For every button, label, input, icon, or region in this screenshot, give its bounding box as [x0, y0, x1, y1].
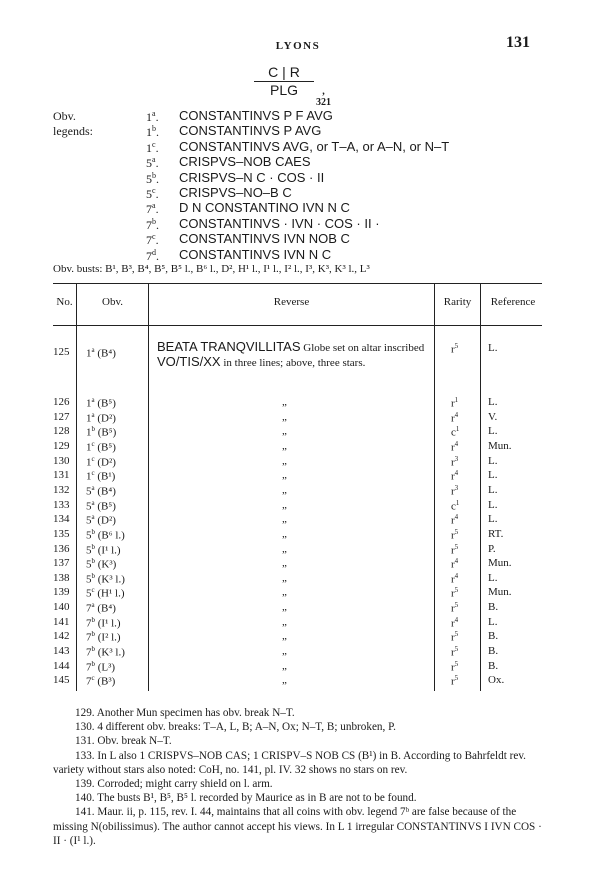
- row-reference: Mun.: [488, 586, 512, 599]
- row-obverse: 7$^b$ (I² l.): [86, 630, 121, 645]
- table-row: [53, 469, 542, 483]
- row-reference: B.: [488, 659, 499, 672]
- row-obverse: 5$^c$ (H¹ l.): [86, 586, 125, 601]
- footnote: 130. 4 different obv. breaks: T–A, L, B; A–N, Ox; N–T, B; unbroken, P.: [75, 721, 396, 734]
- legend-key: 1$^a$.: [146, 109, 159, 124]
- row-rarity: $r^5$: [451, 586, 459, 601]
- running-header: LYONS: [275, 40, 321, 52]
- row-number: 138: [53, 571, 70, 584]
- row-number: 128: [53, 425, 70, 438]
- row-obverse: 1$^c$ (B⁵): [86, 439, 116, 454]
- row-reference: L.: [488, 396, 498, 408]
- header-reverse: Reverse: [273, 296, 310, 308]
- row-reverse-ditto: „: [282, 469, 287, 482]
- row-obverse: 5$^b$ (K³ l.): [86, 571, 125, 586]
- row-reverse-ditto: „: [282, 571, 287, 584]
- table-row: [53, 674, 542, 688]
- row-obverse: 7$^b$ (K³ l.): [86, 645, 125, 659]
- row-rarity: $r^5$: [451, 630, 459, 645]
- legend-key: 1$^b$.: [146, 124, 159, 140]
- obverse-busts: Obv. busts: B¹, B³, B⁴, B⁵, B⁵ l., B⁶ l., D², H¹ l., I¹ l., I² l., I³, K³, K³ l., L³: [53, 263, 370, 275]
- row-obverse: 5$^b$ (K³): [86, 557, 117, 571]
- row-reverse-ditto: „: [282, 615, 287, 628]
- legend-text: CRISPVS–NO–B C: [179, 184, 292, 200]
- table-row: [53, 484, 542, 498]
- row-reverse-ditto: „: [282, 659, 287, 672]
- row-number: 136: [53, 542, 70, 555]
- legend-text: CONSTANTINVS IVN NOB C: [179, 231, 350, 247]
- row-number: 139: [53, 586, 70, 599]
- page-number: 131: [506, 34, 530, 51]
- row-rarity: $r^4$: [451, 571, 459, 586]
- header-no: No.: [56, 296, 73, 308]
- legend-text: D N CONSTANTINO IVN N C: [179, 200, 350, 216]
- row-obverse: 1$^b$ (B⁵): [86, 425, 117, 439]
- row-obverse: 1$^a$ (B⁴): [86, 346, 116, 360]
- row-number: 134: [53, 513, 70, 526]
- legend-text: CRISPVS–N C · COS · II: [179, 169, 325, 185]
- table-header-rule: [53, 325, 542, 326]
- row-reverse-ditto: „: [282, 498, 287, 511]
- row-reverse-ditto: „: [282, 454, 287, 467]
- row-number: 143: [53, 645, 70, 658]
- row-reference: L.: [488, 571, 498, 584]
- row-rarity: $r^5$: [451, 674, 459, 688]
- table-row: [53, 396, 542, 410]
- row-reverse-ditto: „: [282, 396, 287, 408]
- row-rarity: $r^5$: [451, 601, 459, 615]
- row-reverse-ditto: „: [282, 410, 287, 423]
- table-row: [53, 440, 542, 454]
- header-rarity: Rarity: [443, 296, 472, 308]
- mint-mark-bottom: PLG: [269, 82, 298, 98]
- legend-key: 7$^a$.: [146, 201, 159, 217]
- row-obverse: 1$^a$ (D²): [86, 410, 116, 425]
- table-row: [53, 455, 542, 469]
- row-reverse-ditto: „: [282, 527, 287, 540]
- row-number: 135: [53, 527, 70, 540]
- row-obverse: 7$^b$ (I¹ l.): [86, 615, 121, 630]
- legend-text: CONSTANTINVS AVG, or T–A, or A–N, or N–T: [179, 138, 450, 154]
- row-reference: B.: [488, 601, 499, 614]
- row-obverse: 7$^a$ (B⁴): [86, 601, 116, 615]
- row-number: 142: [53, 630, 70, 643]
- header-obv: Obv.: [102, 296, 123, 308]
- row-reference: L.: [488, 498, 498, 511]
- row-rarity: $r^1$: [451, 396, 459, 410]
- row-rarity: $r^5$: [451, 527, 459, 542]
- row-reference: L.: [488, 513, 498, 526]
- row-obverse: 1$^c$ (B¹): [86, 469, 116, 483]
- mint-date: , 321: [316, 86, 331, 108]
- mint-mark: [254, 64, 331, 108]
- row-number: 137: [53, 557, 70, 570]
- table-row: [53, 425, 542, 439]
- row-obverse: 5$^b$ (I¹ l.): [86, 542, 121, 557]
- row-reference: B.: [488, 630, 499, 643]
- row-reference: L.: [488, 483, 498, 496]
- row-rarity: $r^4$: [451, 615, 459, 630]
- table-row: [53, 411, 542, 425]
- row-rarity: $r^5$: [451, 659, 459, 674]
- row-rarity: $r^4$: [451, 410, 459, 425]
- row-obverse: 7$^b$ (L³): [86, 659, 116, 674]
- footnote: 141. Maur. ii, p. 115, rev. I. 44, maintains that all coins with obv. legend 7ᵇ are false because of the missing N(obilissimus). The author cannot accept his views. In L 1 irregular CONSTANTINVS I IVN COS · II · (I¹ l.).: [53, 806, 542, 847]
- legend-key: 1$^c$.: [146, 139, 159, 155]
- row-number: 133: [53, 498, 70, 511]
- row-reverse-ditto: „: [282, 586, 287, 599]
- table-row: [53, 660, 542, 674]
- footnote: 129. Another Mun specimen has obv. break N–T.: [75, 707, 295, 719]
- legend-text: CONSTANTINVS · IVN · COS · II ·: [179, 215, 380, 231]
- table-row: [53, 557, 542, 571]
- row-number: 141: [53, 615, 70, 628]
- row-reverse-ditto: „: [282, 542, 287, 555]
- row-obverse: 5$^a$ (B⁴): [86, 483, 116, 498]
- row-number: 131: [53, 469, 70, 482]
- row-reverse-ditto: „: [282, 513, 287, 526]
- legend-key: 7$^c$.: [146, 232, 159, 248]
- table-row: [53, 601, 542, 615]
- legend-key: 7$^b$.: [146, 216, 159, 232]
- row-reverse-ditto: „: [282, 557, 287, 570]
- mint-mark-top: C | R: [254, 64, 314, 82]
- row-reference: Mun.: [488, 557, 512, 570]
- row-reference: Mun.: [488, 439, 512, 452]
- header-reference: Reference: [490, 296, 536, 308]
- row-reverse-ditto: „: [282, 674, 287, 687]
- row-reference: L.: [488, 342, 498, 354]
- legend-text: CONSTANTINVS P F AVG: [179, 108, 333, 123]
- row-rarity: $c^1$: [451, 425, 460, 439]
- table-row: [53, 513, 542, 527]
- footnote: 133. In L also 1 CRISPVS–NOB CAS; 1 CRISPV–S NOB CS (B¹) in B. According to Bahrfeldt rev. variety without stars also noted: CoH, no. 141, pl. IV. 32 shows no stars on rev.: [53, 749, 526, 776]
- table-row: [53, 528, 542, 542]
- legend-key: 5$^c$.: [146, 185, 159, 201]
- row-rarity: $r^3$: [451, 454, 459, 469]
- row-reference: L.: [488, 454, 498, 467]
- row-reverse-ditto: „: [282, 601, 287, 614]
- legend-text: CRISPVS–NOB CAES: [179, 154, 311, 170]
- row-reverse-description: BEATA TRANQVILLITAS Globe set on altar inscribed VO/TIS/XX in three lines; above, three stars.: [157, 339, 425, 369]
- row-number: 145: [53, 674, 70, 687]
- row-reference: L.: [488, 425, 498, 438]
- row-reverse-ditto: „: [282, 439, 287, 452]
- row-reference: Ox.: [488, 674, 505, 687]
- table-row: [53, 645, 542, 659]
- row-reverse-ditto: „: [282, 483, 287, 496]
- row-reverse-ditto: „: [282, 630, 287, 643]
- row-reference: V.: [488, 410, 498, 423]
- table-row: [53, 616, 542, 630]
- legend-key: 5$^b$.: [146, 170, 159, 186]
- row-rarity: $r^5$: [451, 645, 459, 659]
- legend-key: 7$^d$.: [146, 247, 159, 263]
- row-number: 130: [53, 454, 70, 467]
- row-reference: B.: [488, 645, 499, 658]
- row-reference: RT.: [488, 527, 504, 540]
- footnote: 131. Obv. break N–T.: [75, 735, 172, 748]
- row-number: 144: [53, 659, 70, 672]
- row-obverse: 7$^c$ (B³): [86, 674, 116, 688]
- footnotes: [53, 706, 545, 848]
- row-number: 132: [53, 483, 70, 496]
- row-reverse-ditto: „: [282, 645, 287, 658]
- row-rarity: $r^4$: [451, 469, 459, 483]
- row-reference: L.: [488, 469, 498, 482]
- row-obverse: 5$^a$ (B⁵): [86, 498, 116, 513]
- row-number: 127: [53, 410, 70, 423]
- row-number: 129: [53, 439, 70, 452]
- row-rarity: $r^5$: [451, 542, 459, 557]
- row-reference: L.: [488, 615, 498, 628]
- row-rarity: $r^4$: [451, 439, 459, 454]
- table-row: [53, 630, 542, 644]
- legend-text: CONSTANTINVS P AVG: [179, 123, 322, 139]
- row-reference: P.: [488, 542, 496, 555]
- footnote: 140. The busts B¹, B⁵, B⁵ l. recorded by Maurice as in B are not to be found.: [75, 792, 417, 805]
- row-reverse-ditto: „: [282, 425, 287, 438]
- table-row: [53, 543, 542, 557]
- row-obverse: 5$^b$ (B⁶ l.): [86, 527, 125, 542]
- legend-key: 5$^a$.: [146, 155, 159, 171]
- row-rarity: $r^5$: [451, 342, 459, 356]
- table-row: [53, 572, 542, 586]
- row-number: 126: [53, 396, 70, 408]
- table-row: [53, 499, 542, 513]
- row-rarity: $r^4$: [451, 557, 459, 571]
- row-rarity: $r^3$: [451, 483, 459, 498]
- footnote: 139. Corroded; might carry shield on l. arm.: [75, 778, 273, 791]
- table-top-rule: [53, 283, 542, 284]
- legend-text: CONSTANTINVS IVN N C: [179, 246, 332, 262]
- row-obverse: 5$^a$ (D²): [86, 513, 116, 527]
- row-obverse: 1$^c$ (D²): [86, 454, 116, 469]
- row-number: 125: [53, 346, 70, 358]
- row-number: 140: [53, 601, 70, 614]
- obverse-legends-label: Obv. legends:: [53, 109, 93, 138]
- row-obverse: 1$^a$ (B⁵): [86, 396, 116, 410]
- row-rarity: $c^1$: [451, 498, 460, 513]
- table-row: [53, 586, 542, 600]
- row-rarity: $r^4$: [451, 513, 459, 527]
